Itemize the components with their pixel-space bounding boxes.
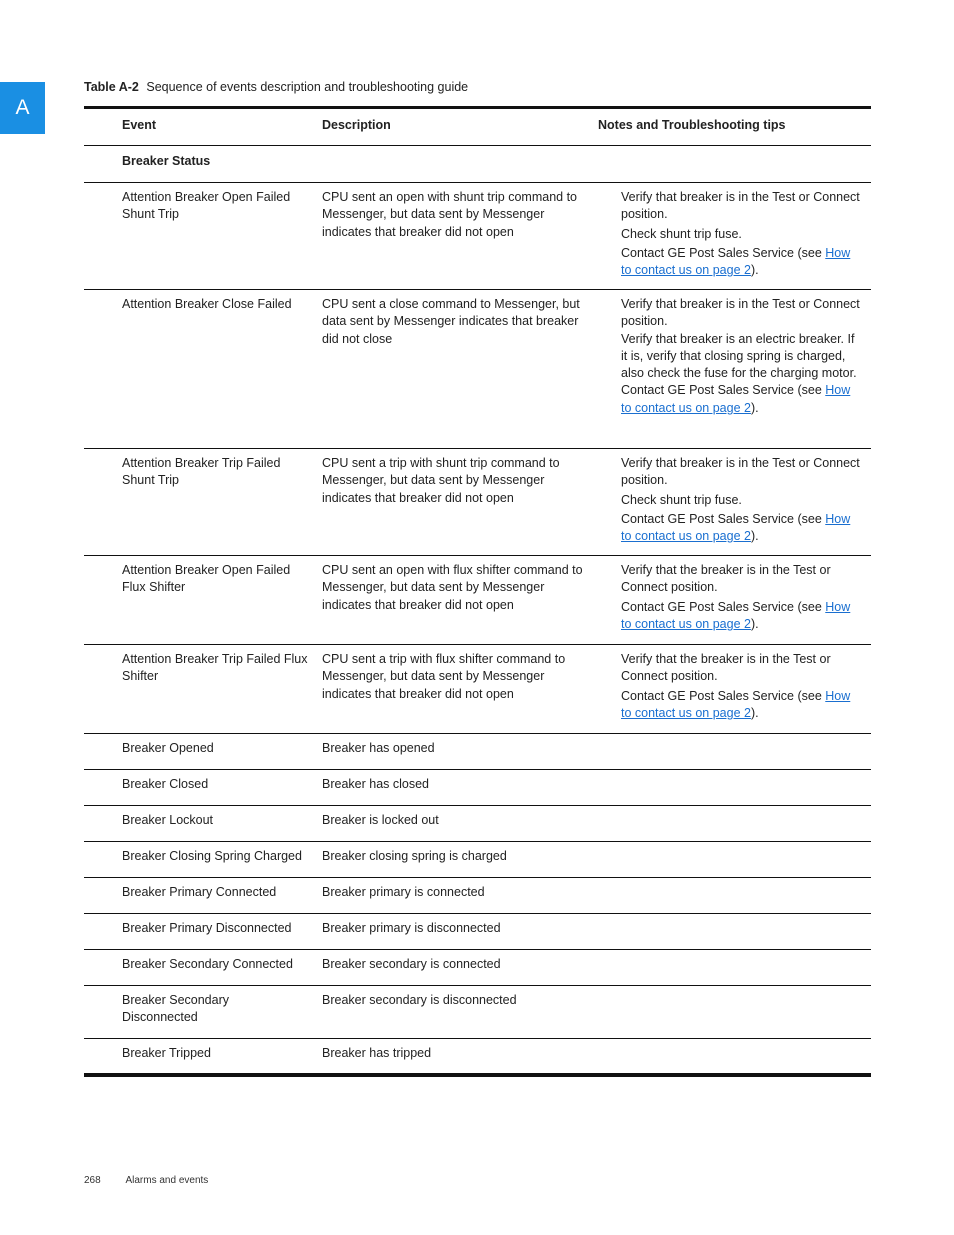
event-cell: Breaker Secondary Disconnected [122, 993, 230, 1025]
contact-prefix: Contact GE Post Sales Service (see [621, 245, 826, 260]
contact-link[interactable]: How to contact us on page 2 [621, 599, 851, 631]
notes-cell [621, 189, 861, 279]
contact-link[interactable]: How to contact us on page 2 [621, 511, 851, 544]
footer-section: Alarms and events [125, 1175, 209, 1186]
description-cell: Breaker secondary is connected [322, 957, 501, 971]
contact-suffix: ). [750, 529, 759, 544]
table-row [84, 733, 871, 769]
event-cell: Breaker Opened [122, 741, 214, 755]
section-row [84, 146, 871, 182]
table-row [84, 1038, 871, 1073]
event-cell: Breaker Lockout [122, 813, 214, 827]
contact-note [621, 382, 861, 417]
table-row [84, 769, 871, 805]
note-line: Verify that breaker is in the Test or Connect position. [621, 297, 860, 329]
table-row [84, 644, 871, 733]
description-cell: CPU sent a trip with flux shifter command to Messenger, but data sent by Messenger indicates that breaker did not open [322, 652, 566, 701]
note-line: Check shunt trip fuse. [621, 492, 742, 507]
contact-link[interactable]: How to contact us on page 2 [621, 245, 851, 278]
contact-suffix: ). [750, 400, 759, 415]
event-cell: Breaker Primary Connected [122, 885, 277, 899]
table-row [84, 805, 871, 841]
note-line: Verify that breaker is in the Test or Connect position. [621, 190, 860, 222]
table-row [84, 913, 871, 949]
event-cell: Breaker Closed [122, 777, 209, 791]
contact-prefix: Contact GE Post Sales Service (see [621, 688, 826, 703]
table-row [84, 289, 871, 448]
table-header-row [84, 109, 871, 146]
description-cell: CPU sent an open with shunt trip command to Messenger, but data sent by Messenger indicates that breaker did not open [322, 190, 577, 239]
event-cell: Attention Breaker Trip Failed Shunt Trip [122, 456, 281, 488]
description-cell: Breaker secondary is disconnected [322, 993, 517, 1007]
table-row [84, 949, 871, 985]
contact-note [621, 688, 861, 723]
event-cell: Attention Breaker Open Failed Flux Shifter [122, 563, 291, 595]
contact-prefix: Contact GE Post Sales Service (see [621, 511, 826, 526]
table-row [84, 877, 871, 913]
description-cell: CPU sent a close command to Messenger, but data sent by Messenger indicates that breaker did not close [322, 297, 580, 346]
contact-suffix: ). [750, 705, 759, 720]
contact-suffix: ). [750, 263, 759, 278]
description-cell: Breaker has tripped [322, 1046, 432, 1060]
note-line: Verify that the breaker is in the Test or Connect position. [621, 652, 831, 684]
event-cell: Attention Breaker Trip Failed Flux Shifter [122, 652, 308, 684]
appendix-tab [0, 82, 45, 134]
description-cell: Breaker has closed [322, 777, 430, 791]
appendix-tab-letter: A [15, 96, 30, 119]
contact-suffix: ). [750, 616, 759, 631]
table-row [84, 555, 871, 644]
section-title: Breaker Status [122, 154, 211, 168]
description-cell: CPU sent an open with flux shifter command to Messenger, but data sent by Messenger indicates that breaker did not open [322, 563, 583, 612]
description-cell: Breaker is locked out [322, 813, 439, 827]
table-caption-label: Table A-2 [84, 80, 139, 94]
notes-cell [621, 562, 861, 633]
header-event: Event [122, 118, 157, 132]
description-cell: Breaker primary is disconnected [322, 921, 501, 935]
event-cell: Breaker Primary Disconnected [122, 921, 292, 935]
contact-prefix: Contact GE Post Sales Service (see [621, 599, 826, 614]
table-caption-text: Sequence of events description and troubleshooting guide [146, 80, 469, 94]
event-cell: Breaker Secondary Connected [122, 957, 293, 971]
events-table [84, 106, 871, 1077]
header-description: Description [322, 118, 391, 132]
note-line: Verify that the breaker is in the Test or Connect position. [621, 563, 831, 595]
page-footer [84, 1175, 208, 1186]
contact-prefix: Contact GE Post Sales Service (see [621, 383, 826, 398]
contact-link[interactable]: How to contact us on page 2 [621, 383, 851, 415]
event-cell: Breaker Closing Spring Charged [122, 849, 302, 863]
note-line: Verify that breaker is an electric breaker. If it is, verify that closing spring is charged, also check the fuse for the charging motor. [621, 331, 857, 381]
description-cell: CPU sent a trip with shunt trip command to Messenger, but data sent by Messenger indicates that breaker did not open [322, 456, 560, 505]
event-cell: Attention Breaker Open Failed Shunt Trip [122, 190, 291, 222]
header-notes: Notes and Troubleshooting tips [598, 118, 786, 132]
notes-cell [621, 296, 861, 417]
description-cell: Breaker closing spring is charged [322, 849, 507, 863]
event-cell: Attention Breaker Close Failed [122, 297, 292, 311]
table-row [84, 448, 871, 555]
note-line: Check shunt trip fuse. [621, 226, 742, 241]
table-caption [84, 80, 468, 94]
description-cell: Breaker has opened [322, 741, 435, 755]
table-row [84, 985, 871, 1038]
contact-link[interactable]: How to contact us on page 2 [621, 688, 851, 720]
event-cell: Breaker Tripped [122, 1046, 211, 1060]
table-row [84, 182, 871, 289]
note-line: Verify that breaker is in the Test or Connect position. [621, 456, 860, 488]
table-row [84, 841, 871, 877]
contact-note [621, 511, 861, 546]
notes-cell [621, 651, 861, 722]
notes-cell [621, 455, 861, 545]
description-cell: Breaker primary is connected [322, 885, 485, 899]
page-number: 268 [84, 1175, 101, 1186]
contact-note [621, 245, 861, 280]
contact-note [621, 599, 861, 634]
